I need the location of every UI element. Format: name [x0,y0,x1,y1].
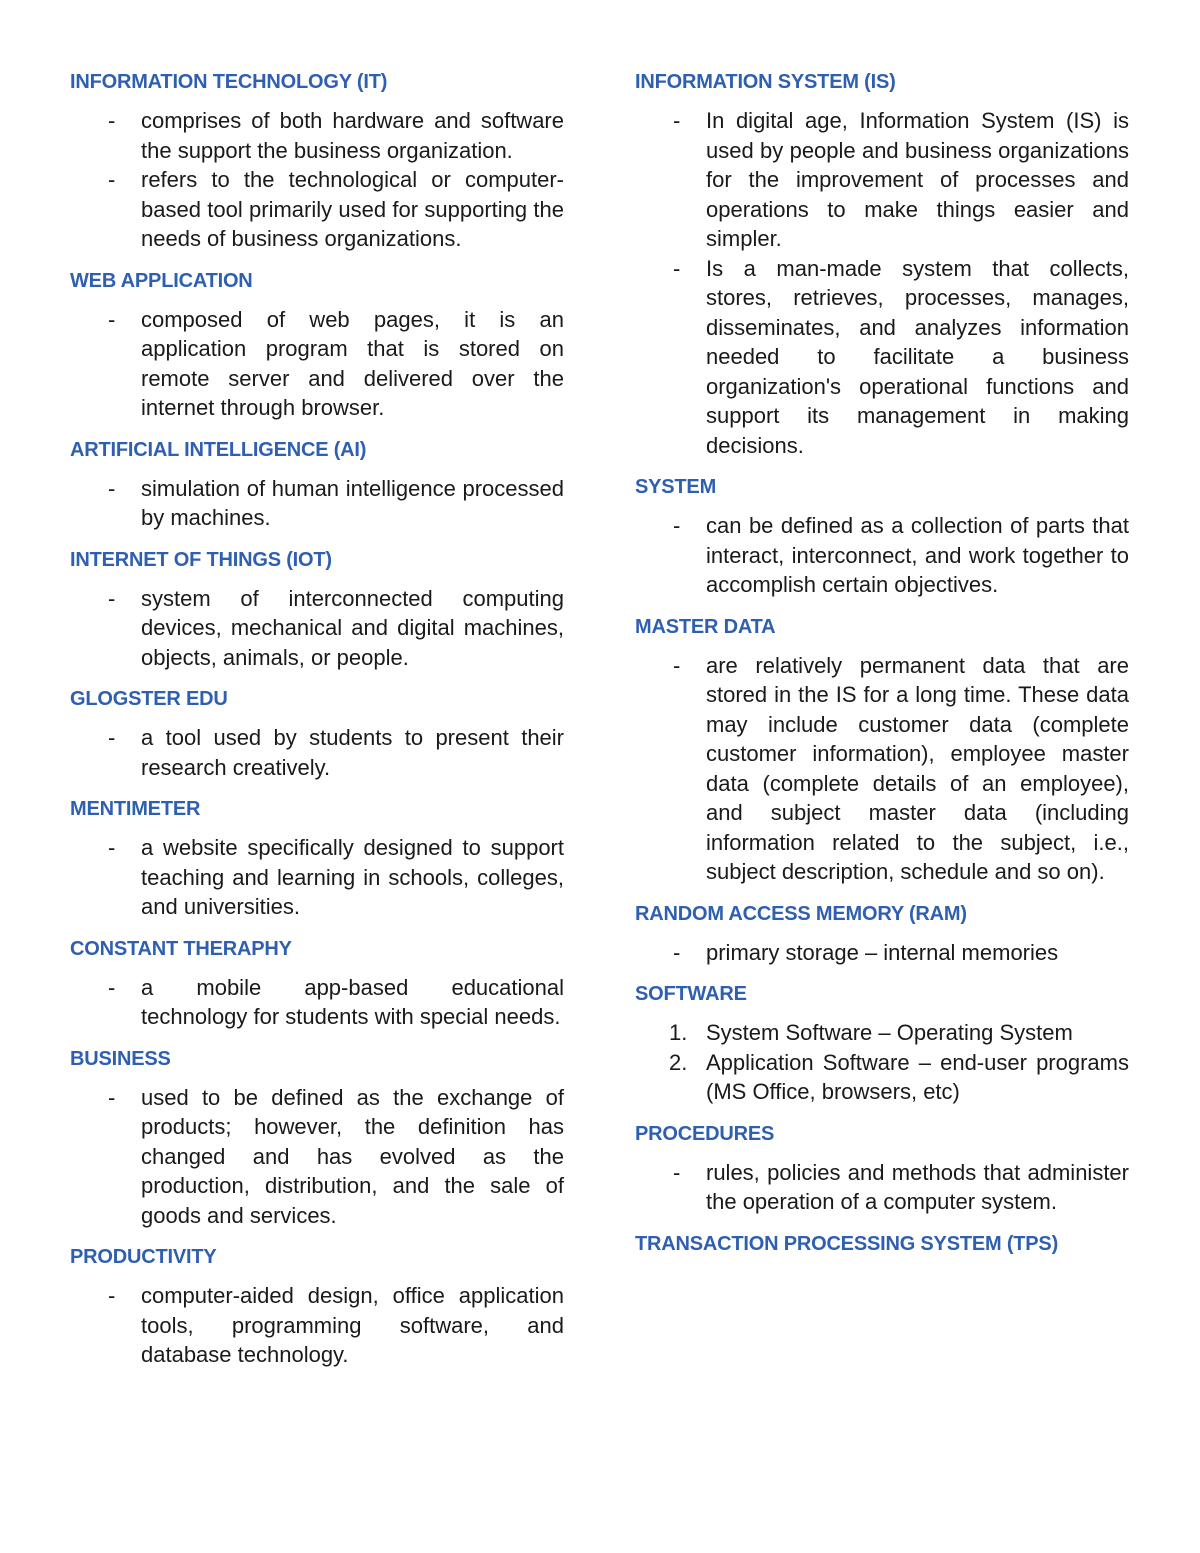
dash-bullet: - [108,725,116,750]
bullet-list [635,938,1129,968]
section-internet-of-things-iot [70,546,564,673]
dash-bullet: - [673,939,681,965]
list-item-text: comprises of both hardware and software the support the business organization. [141,108,564,163]
dash-bullet: - [673,513,681,538]
list-item [70,106,564,165]
dash-bullet: - [673,255,681,281]
section-system [635,473,1129,600]
section-heading: CONSTANT THERAPHY [70,937,292,960]
bullet-list [635,651,1129,887]
bullet-list [635,511,1129,600]
bullet-list [70,833,564,922]
section-mentimeter [70,795,564,922]
dash-bullet: - [108,306,116,332]
dash-bullet: - [108,974,116,1000]
list-item-text: computer-aided design, office application tools, programming software, and database technology. [141,1283,564,1367]
list-item-text: system of interconnected computing devices, mechanical and digital machines, objects, animals, or people. [141,585,564,670]
right-column [635,68,1129,1268]
dash-bullet: - [108,585,116,611]
list-item [70,833,564,922]
section-heading: INFORMATION TECHNOLOGY (IT) [70,71,388,93]
section-heading: WEB APPLICATION [70,269,253,292]
left-column [70,68,564,1370]
list-item [70,1281,564,1370]
list-item-text: a tool used by students to present their research creatively. [141,725,564,780]
list-item [70,1083,564,1231]
list-item [635,1018,1129,1048]
list-item-text: Application Software – end-user programs (MS Office, browsers, etc) [706,1049,1129,1104]
bullet-list [635,106,1129,460]
bullet-list [70,1083,564,1231]
dash-bullet: - [108,835,116,860]
list-item-text: rules, policies and methods that administer the operation of a computer system. [706,1159,1129,1214]
section-procedures [635,1120,1129,1217]
bullet-list [635,1158,1129,1217]
list-item [635,1048,1129,1107]
list-item-text: System Software – Operating System [706,1020,1073,1045]
section-heading: RANDOM ACCESS MEMORY (RAM) [635,902,967,925]
section-web-application [70,267,564,423]
list-item [635,106,1129,254]
dash-bullet: - [673,108,681,133]
list-item [635,938,1129,968]
list-item [70,973,564,1032]
bullet-list [70,305,564,423]
section-information-system-is [635,68,1129,460]
list-item-text: simulation of human intelligence processed by machines. [141,475,564,530]
list-item-text: Is a man-made system that collects, stores, retrieves, processes, manages, disseminates, and analyzes information needed to facilitate a business organization's operational functions and support its management in making decisions. [706,255,1129,458]
section-random-access-memory-ram [635,900,1129,968]
section-heading: MENTIMETER [70,798,201,820]
dash-bullet: - [108,475,116,501]
section-business [70,1045,564,1231]
list-item [70,165,564,254]
dash-bullet: - [108,108,116,133]
section-software [635,980,1129,1107]
list-item-text: can be defined as a collection of parts that interact, interconnect, and work together to accomplish certain objectives. [706,513,1129,597]
section-information-technology-it [70,68,564,254]
list-number: 2. [669,1049,688,1075]
section-heading: INTERNET OF THINGS (IOT) [70,548,332,571]
section-heading: ARTIFICIAL INTELLIGENCE (AI) [70,438,367,461]
dash-bullet: - [673,652,681,678]
section-artificial-intelligence-ai [70,436,564,533]
bullet-list [70,584,564,673]
list-item [70,305,564,423]
list-item-text: In digital age, Information System (IS) is used by people and business organizations for the improvement of processes and operations to make things easier and simpler. [706,108,1129,251]
list-item-text: primary storage – internal memories [706,939,1059,965]
section-heading: PROCEDURES [635,1122,775,1145]
bullet-list [70,474,564,533]
list-item-text: composed of web pages, it is an application program that is stored on remote server and delivered over the internet through browser. [141,306,564,420]
section-heading: PRODUCTIVITY [70,1246,217,1268]
list-item [635,254,1129,461]
list-item [70,584,564,673]
section-constant-theraphy [70,935,564,1032]
list-number: 1. [669,1020,688,1045]
list-item-text: refers to the technological or computer-based tool primarily used for supporting the needs of business organizations. [141,167,564,251]
list-item [70,723,564,782]
section-heading: INFORMATION SYSTEM (IS) [635,71,896,93]
section-heading: SYSTEM [635,476,717,498]
section-glogster-edu [70,685,564,782]
section-transaction-processing-system-tps [635,1230,1129,1258]
section-heading: SOFTWARE [635,983,747,1005]
bullet-list [70,1281,564,1370]
dash-bullet: - [673,1159,681,1185]
section-master-data [635,613,1129,887]
list-item-text: are relatively permanent data that are stored in the IS for a long time. These data may include customer data (complete customer information), employee master data (complete details of an employee), and subject master data (including information related to the subject, i.e., subject description, schedule and so on). [706,652,1129,884]
bullet-list [70,973,564,1032]
dash-bullet: - [108,1283,116,1308]
numbered-list [635,1018,1129,1107]
list-item [635,651,1129,887]
section-heading: MASTER DATA [635,615,776,638]
section-heading: TRANSACTION PROCESSING SYSTEM (TPS) [635,1232,1059,1255]
list-item-text: used to be defined as the exchange of products; however, the definition has changed and has evolved as the production, distribution, and the sale of goods and services. [141,1084,564,1228]
dash-bullet: - [108,167,116,192]
bullet-list [70,106,564,254]
list-item [70,474,564,533]
list-item-text: a website specifically designed to support teaching and learning in schools, colleges, and universities. [141,835,564,919]
list-item [635,511,1129,600]
section-heading: GLOGSTER EDU [70,688,228,710]
list-item-text: a mobile app-based educational technology for students with special needs. [141,974,564,1029]
list-item [635,1158,1129,1217]
dash-bullet: - [108,1084,116,1110]
section-productivity [70,1243,564,1370]
bullet-list [70,723,564,782]
section-heading: BUSINESS [70,1047,171,1070]
